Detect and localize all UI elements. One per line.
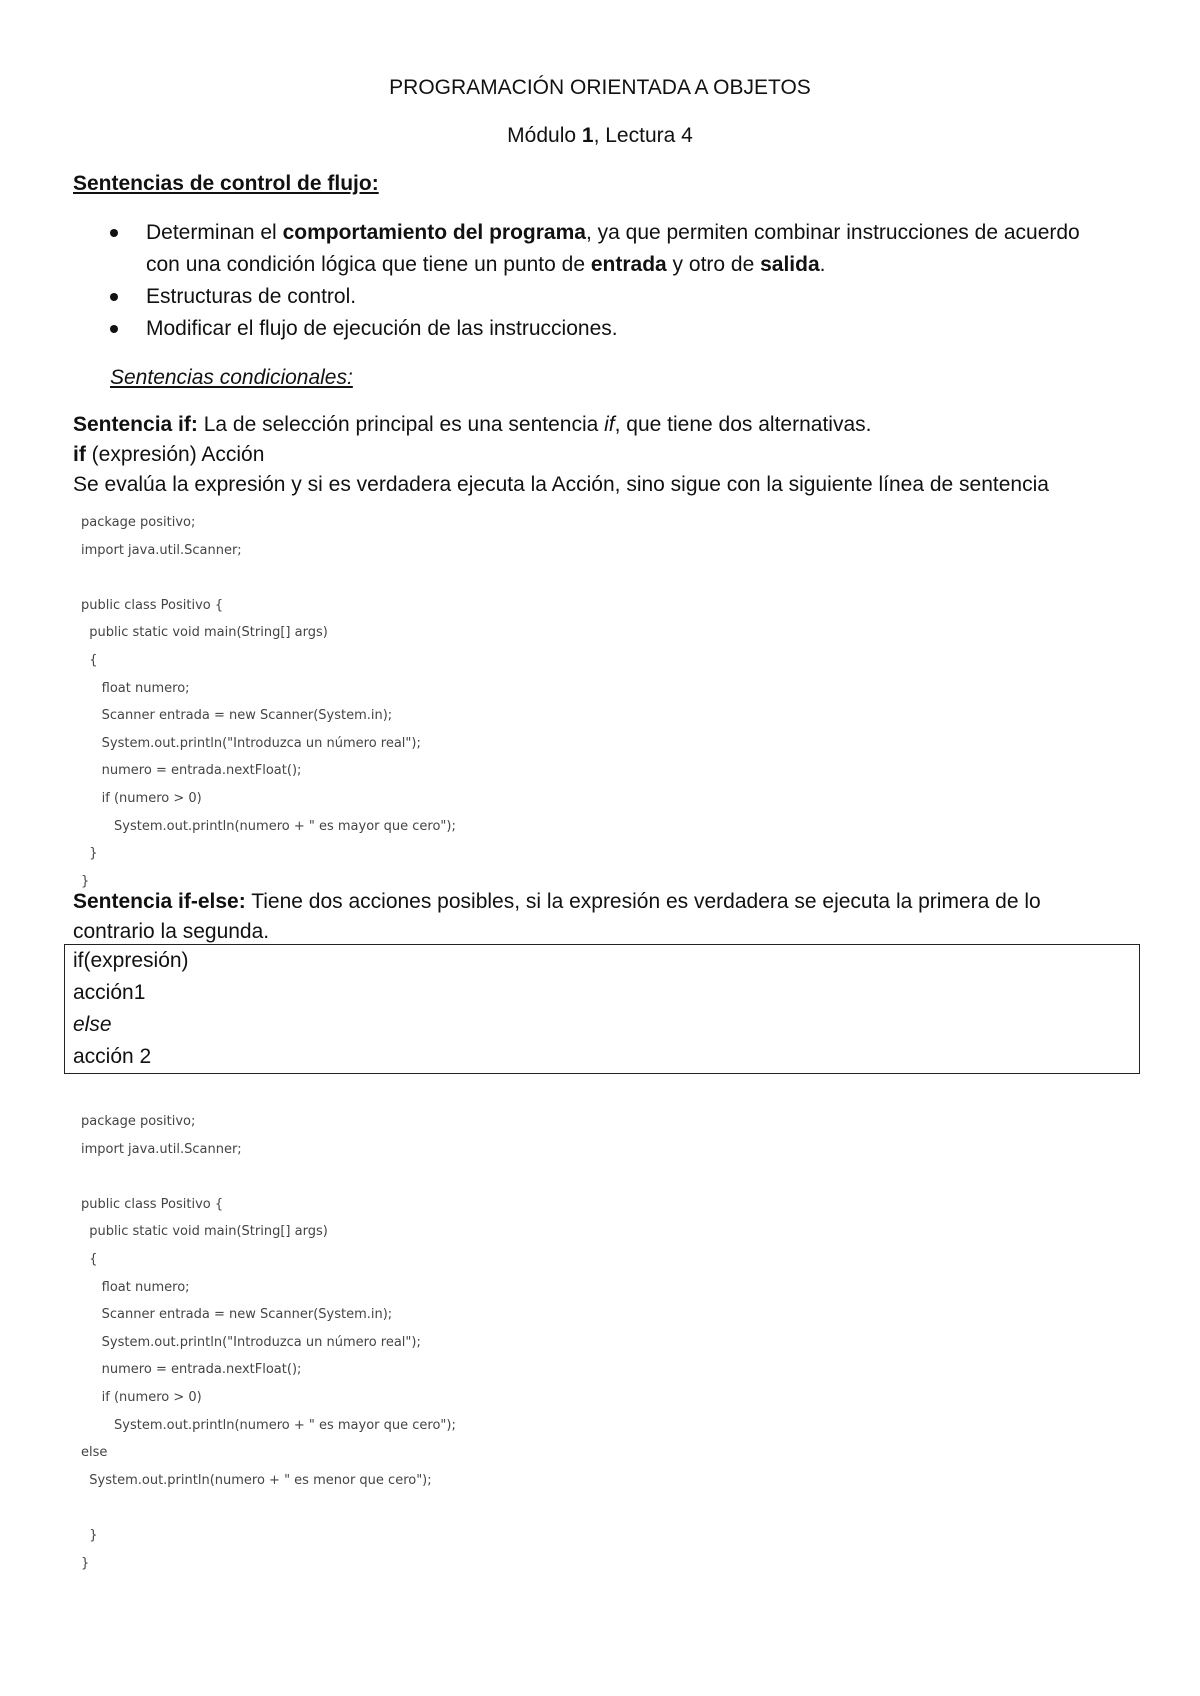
if-else-label: Sentencia if-else: — [73, 890, 246, 913]
code-line: System.out.println(numero + " es mayor que cero"); — [81, 1417, 456, 1433]
if-statement-description — [73, 413, 871, 437]
if-desc-text: , que tiene dos alternativas. — [614, 413, 872, 436]
bullet-bold-text: comportamiento del programa — [282, 221, 586, 244]
code-line: } — [81, 1528, 98, 1543]
code-line: public class Positivo { — [81, 1196, 224, 1212]
bullet-bold-text: salida — [760, 253, 820, 276]
bullet-text: Estructuras de control. — [146, 285, 357, 308]
if-else-description-line2: contrario la segunda. — [73, 920, 270, 943]
code-line: if (numero > 0) — [81, 1390, 202, 1405]
box-line: acción1 — [73, 981, 146, 1004]
box-line-else: else — [73, 1013, 112, 1036]
code-line: numero = entrada.nextFloat(); — [81, 763, 302, 779]
bullet-icon — [110, 325, 118, 333]
code-line: System.out.println(numero + " es menor que cero"); — [81, 1472, 432, 1488]
code-line: Scanner entrada = new Scanner(System.in); — [81, 1307, 393, 1323]
code-line: { — [81, 1252, 98, 1267]
box-line: acción 2 — [73, 1045, 152, 1068]
code-line: numero = entrada.nextFloat(); — [81, 1362, 302, 1378]
code-line: System.out.println(numero + " es mayor que cero"); — [81, 818, 456, 834]
bullet-icon — [110, 229, 118, 237]
code-line: float numero; — [81, 1279, 190, 1295]
code-line: System.out.println("Introduzca un número real"); — [81, 1334, 421, 1350]
list-item — [106, 217, 1146, 281]
if-syntax-rest: (expresión) Acción — [85, 443, 265, 466]
if-else-description — [73, 890, 1041, 914]
code-line: if (numero > 0) — [81, 791, 202, 806]
code-line: System.out.println("Introduzca un número real"); — [81, 735, 421, 751]
subtitle-number: 1 — [581, 124, 594, 147]
code-line: float numero; — [81, 680, 190, 696]
code-line: public class Positivo { — [81, 597, 224, 613]
code-line: } — [81, 1555, 90, 1571]
code-line: public static void main(String[] args) — [81, 625, 328, 641]
subheading-conditional-statements: Sentencias condicionales: — [110, 366, 353, 389]
code-line: } — [81, 846, 98, 862]
if-desc-italic: if — [604, 413, 615, 436]
bullet-icon — [110, 293, 118, 301]
code-line: import java.util.Scanner; — [81, 542, 242, 558]
bullet-text: Modificar el flujo de ejecución de las instrucciones. — [146, 317, 618, 340]
if-desc-text: La de selección principal es una sentencia — [197, 413, 605, 436]
code-line: } — [81, 873, 90, 889]
code-line: import java.util.Scanner; — [81, 1141, 242, 1157]
section-heading-control-flow: Sentencias de control de flujo: — [73, 172, 379, 195]
code-line: else — [81, 1445, 108, 1461]
bullet-text: . — [819, 253, 826, 276]
document-title: PROGRAMACIÓN ORIENTADA A OBJETOS — [389, 76, 811, 99]
list-item — [106, 313, 1146, 345]
box-line: if(expresión) — [73, 949, 189, 972]
if-syntax-line — [73, 443, 264, 467]
bullet-bold-text: entrada — [590, 253, 667, 276]
bullet-text: , ya que permiten combinar instrucciones de acuerdo — [585, 221, 1080, 244]
if-syntax-keyword: if — [73, 443, 86, 466]
code-line: package positivo; — [81, 515, 196, 530]
bullet-text: con una condición lógica que tiene un punto de — [146, 253, 591, 276]
code-line: Scanner entrada = new Scanner(System.in); — [81, 708, 393, 724]
if-else-desc-text: Tiene dos acciones posibles, si la expresión es verdadera se ejecuta la primera de lo — [245, 890, 1041, 913]
if-else-syntax-box — [64, 944, 1140, 1074]
bullet-text: Determinan el — [146, 221, 283, 244]
control-flow-bullet-list — [106, 217, 1146, 345]
subtitle-rest: , Lectura 4 — [593, 124, 693, 147]
code-line: package positivo; — [81, 1114, 196, 1129]
if-explanation: Se evalúa la expresión y si es verdadera ejecuta la Acción, sino sigue con la siguiente línea de sentencia — [73, 473, 1049, 496]
if-statement-label: Sentencia if: — [73, 413, 198, 436]
subtitle-module: Módulo — [507, 124, 582, 147]
list-item — [106, 281, 1146, 313]
code-line: { — [81, 653, 98, 668]
document-subtitle — [0, 124, 1200, 148]
code-line: public static void main(String[] args) — [81, 1224, 328, 1240]
bullet-text: y otro de — [666, 253, 761, 276]
